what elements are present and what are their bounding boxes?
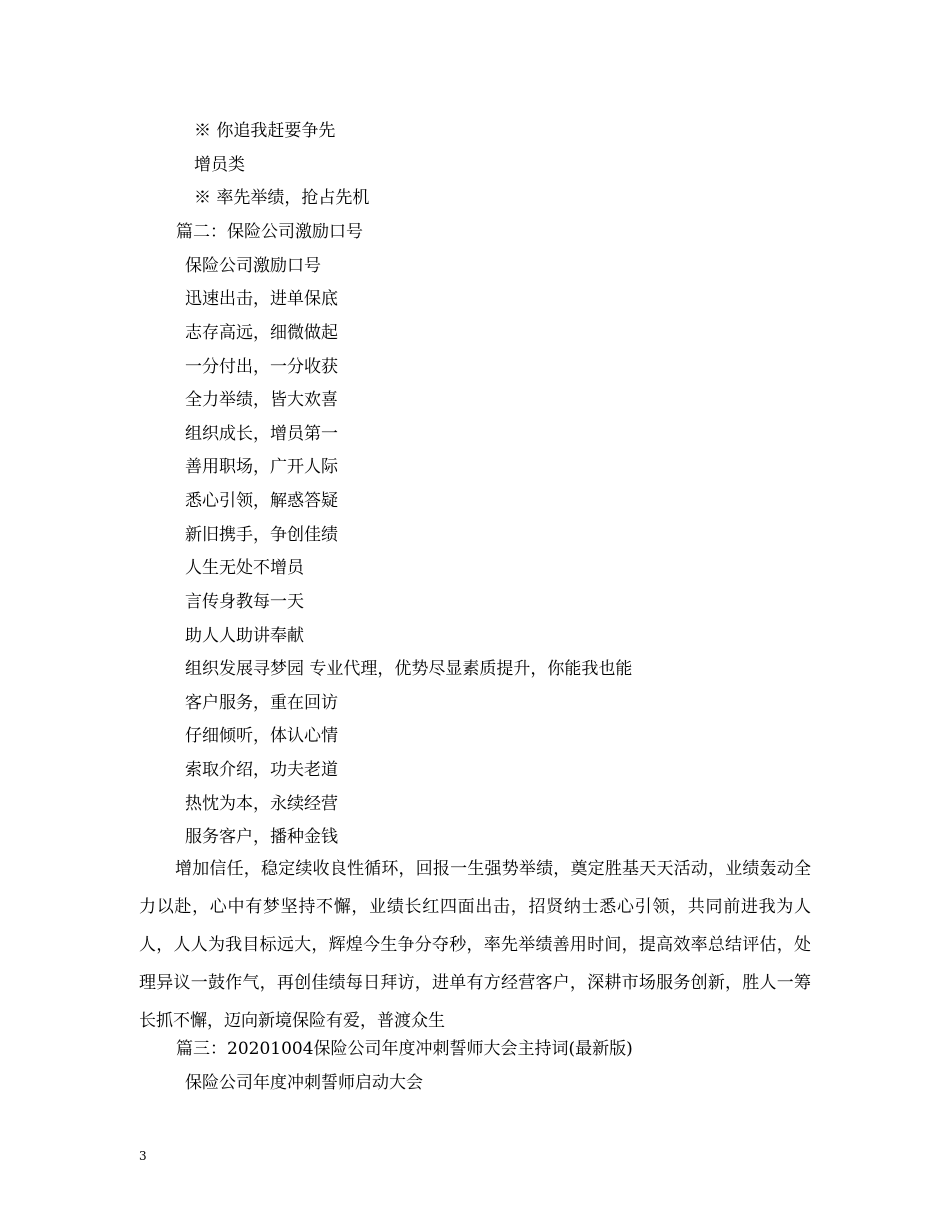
slogan-line: ※ 你追我赶要争先 (194, 121, 336, 141)
section-heading: 篇三：20201004保险公司年度冲刺誓师大会主持词(最新版) (176, 1039, 633, 1059)
slogan-line: 助人人助讲奉献 (185, 626, 304, 646)
slogan-line: 仔细倾听，体认心情 (185, 726, 338, 746)
slogan-line: 组织成长，增员第一 (185, 424, 338, 444)
slogan-line: ※ 率先举绩，抢占先机 (194, 188, 370, 208)
slogan-line: 热忱为本，永续经营 (185, 794, 338, 814)
slogan-line: 新旧携手，争创佳绩 (185, 525, 338, 545)
slogan-line: 善用职场，广开人际 (185, 457, 338, 477)
slogan-line: 迅速出击，进单保底 (185, 289, 338, 309)
slogan-line: 志存高远，细微做起 (185, 323, 338, 343)
slogan-line: 组织发展寻梦园 专业代理，优势尽显素质提升，你能我也能 (185, 659, 633, 679)
slogan-line: 索取介绍，功夫老道 (185, 760, 338, 780)
slogan-line: 全力举绩，皆大欢喜 (185, 390, 338, 410)
page-number: 3 (139, 1149, 147, 1163)
slogan-line: 悉心引领，解惑答疑 (185, 491, 338, 511)
slogan-line: 人生无处不增员 (185, 558, 304, 578)
body-paragraph: 增加信任，稳定续收良性循环，回报一生强势举绩，奠定胜基天天活动，业绩轰动全力以赴，心中有梦坚持不懈，业绩长红四面出击，招贤纳士悉心引领，共同前进我为人人，人人为我目标远大，辉煌今生争分夺秒，率先举绩善用时间，提高效率总结评估，处理异议一鼓作气，再创佳绩每日拜访，进单有方经营客户，深耕市场服务创新，胜人一筹长抓不懈，迈向新境保险有爱，普渡众生 (139, 859, 811, 1031)
slogan-line: 言传身教每一天 (185, 592, 304, 612)
subheading: 保险公司激励口号 (185, 256, 321, 276)
slogan-line: 服务客户，播种金钱 (185, 827, 338, 847)
section-heading: 篇二：保险公司激励口号 (176, 222, 363, 242)
subheading: 保险公司年度冲刺誓师启动大会 (185, 1073, 423, 1093)
section-label: 增员类 (194, 155, 245, 175)
slogan-line: 一分付出，一分收获 (185, 357, 338, 377)
slogan-line: 客户服务，重在回访 (185, 693, 338, 713)
